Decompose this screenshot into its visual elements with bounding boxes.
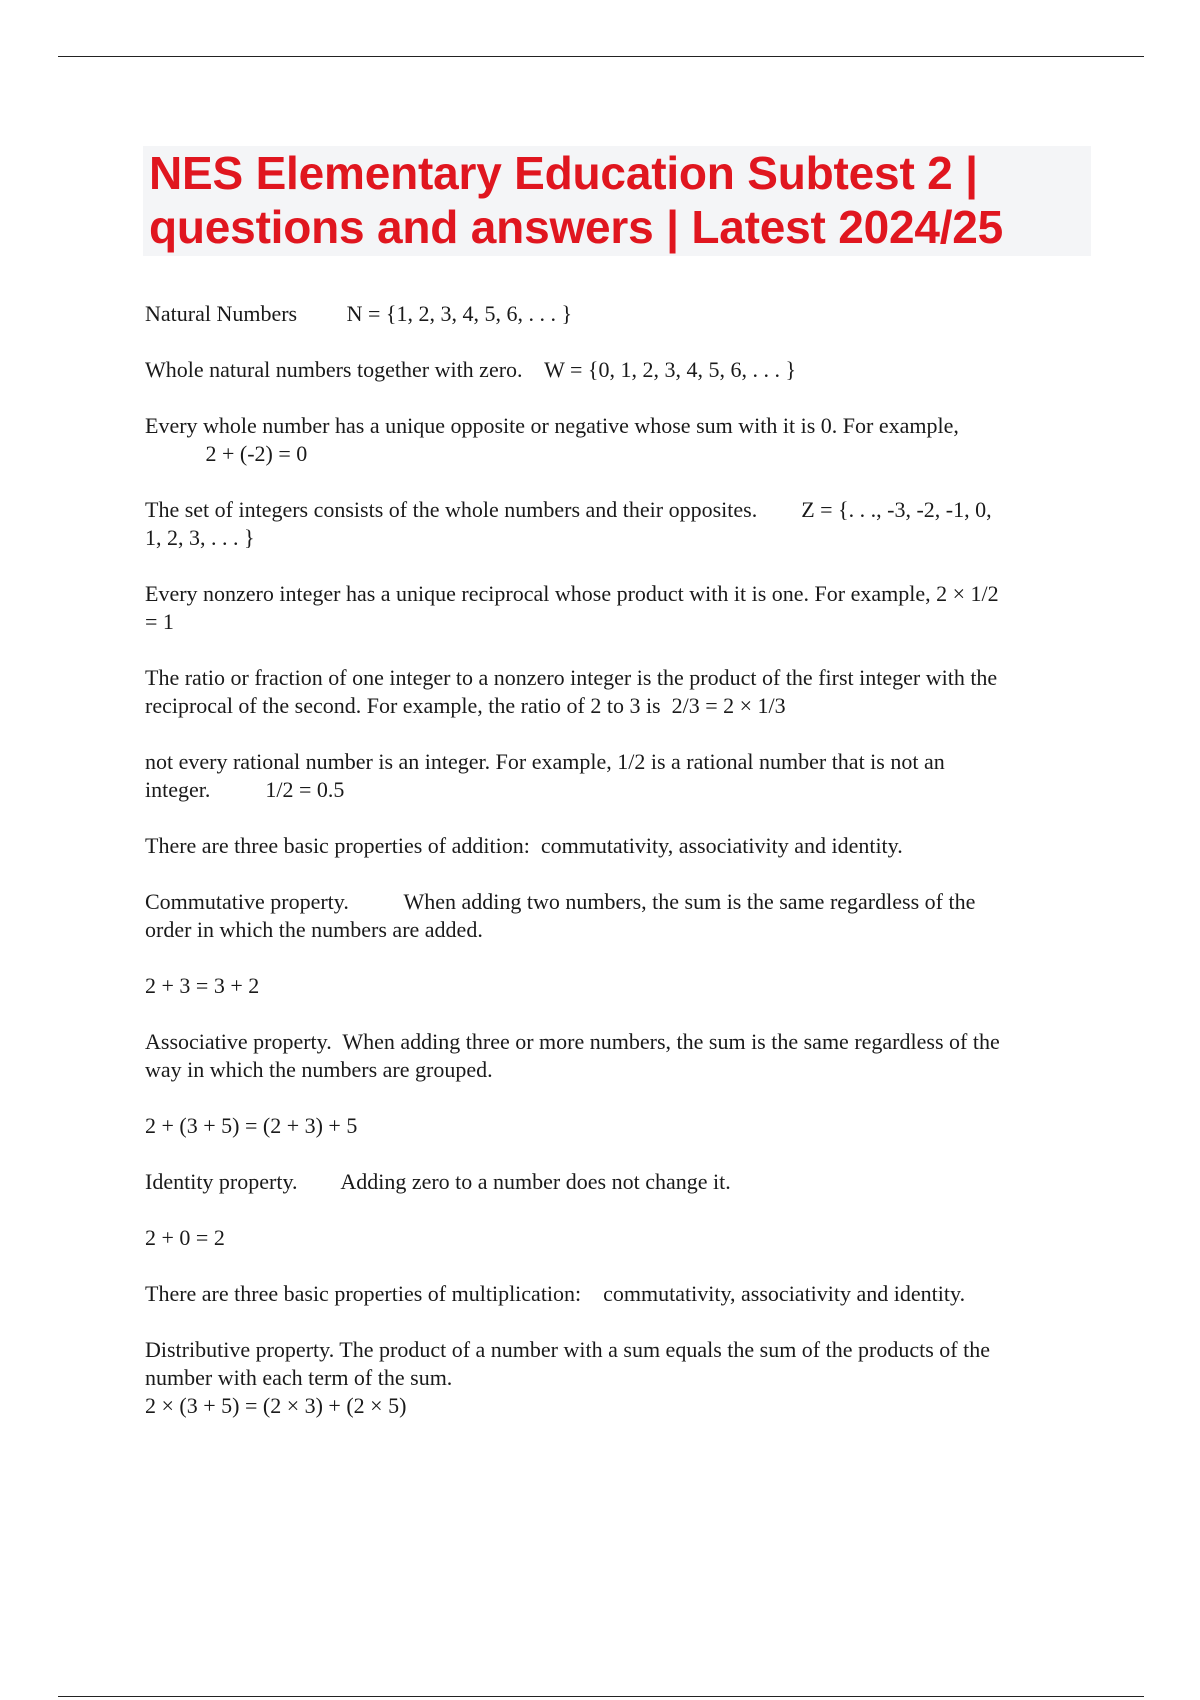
paragraph-natural-numbers xyxy=(145,300,1085,328)
paragraph-line: Natural Numbers N = {1, 2, 3, 4, 5, 6, . . . } xyxy=(145,301,573,326)
paragraph-line: reciprocal of the second. For example, the ratio of 2 to 3 is 2/3 = 2 × 1/3 xyxy=(145,693,786,718)
title-line-2: questions and answers | Latest 2024/25 xyxy=(149,201,1004,253)
paragraph-line: 2 + 3 = 3 + 2 xyxy=(145,973,260,998)
equation-associative xyxy=(145,1112,1085,1140)
bottom-rule xyxy=(58,1696,1144,1697)
paragraph-ratio xyxy=(145,664,1085,720)
paragraph-distributive xyxy=(145,1336,1085,1420)
paragraph-commutative xyxy=(145,888,1085,944)
paragraph-line: Distributive property. The product of a number with a sum equals the sum of the products of the xyxy=(145,1337,990,1362)
paragraph-line: Whole natural numbers together with zero. W = {0, 1, 2, 3, 4, 5, 6, . . . } xyxy=(145,357,797,382)
equation-commutative xyxy=(145,972,1085,1000)
paragraph-reciprocal xyxy=(145,580,1085,636)
paragraph-line: = 1 xyxy=(145,609,174,634)
paragraph-line: There are three basic properties of addition: commutativity, associativity and identity. xyxy=(145,833,903,858)
paragraph-line: way in which the numbers are grouped. xyxy=(145,1057,493,1082)
equation-identity xyxy=(145,1224,1085,1252)
paragraph-line: order in which the numbers are added. xyxy=(145,917,483,942)
paragraph-line: The ratio or fraction of one integer to a nonzero integer is the product of the first integer with the xyxy=(145,665,998,690)
paragraph-line: 2 + (-2) = 0 xyxy=(145,441,308,466)
paragraph-integers xyxy=(145,496,1085,552)
paragraph-addition-properties xyxy=(145,832,1085,860)
paragraph-line: Identity property. Adding zero to a number does not change it. xyxy=(145,1169,731,1194)
paragraph-line: 1, 2, 3, . . . } xyxy=(145,525,255,550)
paragraph-whole-numbers xyxy=(145,356,1085,384)
paragraph-line: 2 × (3 + 5) = (2 × 3) + (2 × 5) xyxy=(145,1393,407,1418)
paragraph-line: Commutative property. When adding two numbers, the sum is the same regardless of the xyxy=(145,889,976,914)
paragraph-multiplication-properties xyxy=(145,1280,1085,1308)
document-title xyxy=(149,146,1085,254)
paragraph-line: Every whole number has a unique opposite or negative whose sum with it is 0. For example, xyxy=(145,413,959,438)
paragraph-line: 2 + 0 = 2 xyxy=(145,1225,225,1250)
title-banner xyxy=(143,146,1091,256)
paragraph-identity xyxy=(145,1168,1085,1196)
paragraph-line: Every nonzero integer has a unique reciprocal whose product with it is one. For example, 2 × 1/2 xyxy=(145,581,999,606)
paragraph-line: There are three basic properties of multiplication: commutativity, associativity and identity. xyxy=(145,1281,966,1306)
paragraph-line: Associative property. When adding three or more numbers, the sum is the same regardless of the xyxy=(145,1029,1000,1054)
paragraph-line: not every rational number is an integer. For example, 1/2 is a rational number that is not an xyxy=(145,749,945,774)
top-rule xyxy=(58,56,1144,57)
paragraph-rational xyxy=(145,748,1085,804)
paragraph-line: integer. 1/2 = 0.5 xyxy=(145,777,345,802)
title-line-1: NES Elementary Education Subtest 2 | xyxy=(149,147,978,199)
paragraph-line: number with each term of the sum. xyxy=(145,1365,453,1390)
paragraph-line: The set of integers consists of the whole numbers and their opposites. Z = {. . ., -3, -2, -1, 0, xyxy=(145,497,992,522)
paragraph-associative xyxy=(145,1028,1085,1084)
paragraph-opposites xyxy=(145,412,1085,468)
document-body xyxy=(145,300,1085,1420)
paragraph-line: 2 + (3 + 5) = (2 + 3) + 5 xyxy=(145,1113,358,1138)
